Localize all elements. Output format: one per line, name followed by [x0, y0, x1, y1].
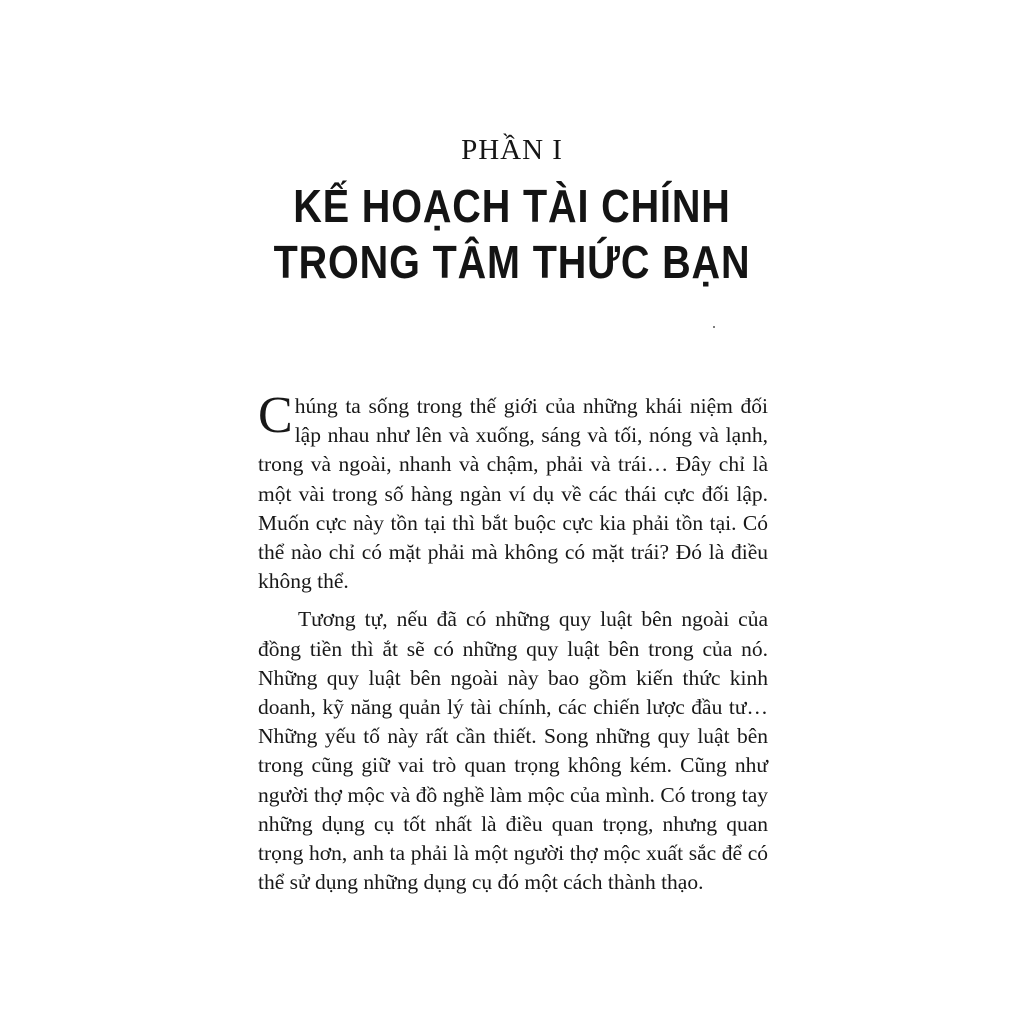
drop-cap: C	[258, 387, 293, 444]
paragraph-1-text: húng ta sống trong thế giới của những khái niệm đối lập nhau như lên và xuống, sáng và tối, nóng và lạnh, trong và ngoài, nhanh và chậm, phải và trái… Đây chỉ là một vài trong số hàng ngàn ví dụ về các thái cực đối lập. Muốn cực này tồn tại thì bắt buộc cực kia phải tồn tại. Có thể nào chỉ có mặt phải mà không có mặt trái? Đó là điều không thể.	[258, 394, 768, 594]
chapter-title-line-2: TRONG TÂM THỨC BẠN	[273, 236, 751, 288]
print-speck	[713, 326, 715, 328]
paragraph-1	[258, 387, 768, 596]
paragraph-2: Tương tự, nếu đã có những quy luật bên ngoài của đồng tiền thì ắt sẽ có những quy luật bên trong của nó. Những quy luật bên ngoài này bao gồm kiến thức kinh doanh, kỹ năng quản lý tài chính, các chiến lược đầu tư… Những yếu tố này rất cần thiết. Song những quy luật bên trong cũng giữ vai trò quan trọng không kém. Cũng như người thợ mộc và đồ nghề làm mộc của mình. Có trong tay những dụng cụ tốt nhất là điều quan trọng, nhưng quan trọng hơn, anh ta phải là một người thợ mộc xuất sắc để có thể sử dụng những dụng cụ đó một cách thành thạo.	[258, 607, 768, 895]
chapter-title-line-1: KẾ HOẠCH TÀI CHÍNH	[293, 180, 731, 232]
part-label: PHẦN I	[461, 134, 563, 166]
body-text	[258, 387, 768, 897]
chapter-title	[72, 178, 953, 290]
